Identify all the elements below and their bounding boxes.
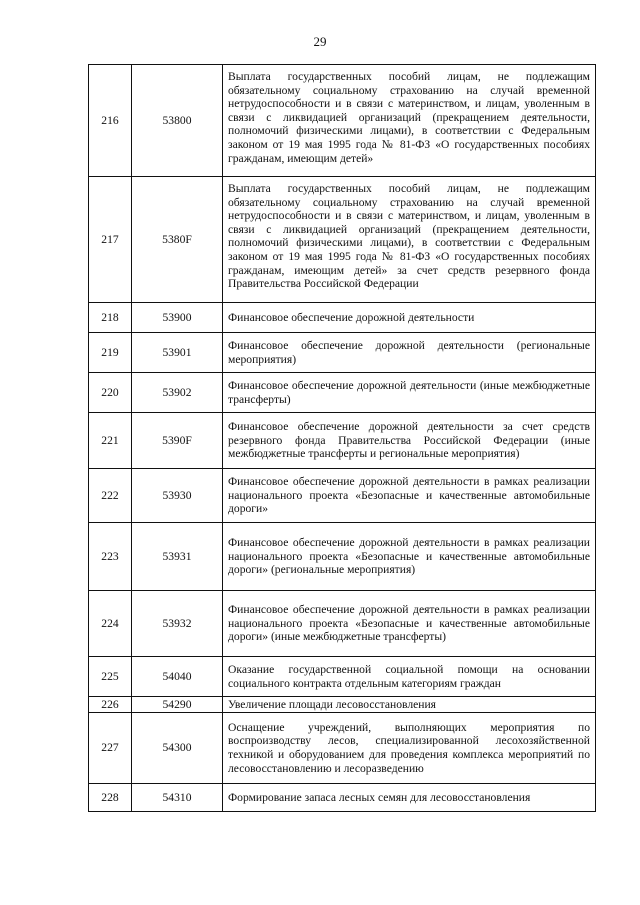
row-code-cell: 54040 <box>132 657 223 697</box>
row-description-cell: Финансовое обеспечение дорожной деятельности в рамках реализации национального проекта «Безопасные и качественные автомобильные дороги» (региональные мероприятия) <box>223 523 596 591</box>
row-description-cell: Финансовое обеспечение дорожной деятельности (иные межбюджетные трансферты) <box>223 373 596 413</box>
row-number-cell: 218 <box>89 303 132 333</box>
row-number-cell: 228 <box>89 784 132 812</box>
row-code-cell: 53931 <box>132 523 223 591</box>
row-code-cell: 54290 <box>132 697 223 713</box>
row-description-cell: Финансовое обеспечение дорожной деятельности (региональные мероприятия) <box>223 333 596 373</box>
row-number-cell: 217 <box>89 177 132 303</box>
table-row <box>89 697 596 713</box>
table-row <box>89 469 596 523</box>
codes-table-body <box>89 65 596 812</box>
page-number: 29 <box>313 34 327 49</box>
row-number-cell: 224 <box>89 591 132 657</box>
row-number-cell: 223 <box>89 523 132 591</box>
row-code-cell: 54310 <box>132 784 223 812</box>
row-number-cell: 221 <box>89 413 132 469</box>
row-number-cell: 225 <box>89 657 132 697</box>
row-code-cell: 54300 <box>132 713 223 784</box>
row-description-cell: Выплата государственных пособий лицам, не подлежащим обязательному социальному страхованию на случай временной нетрудоспособности и в связи с материнством, и лицам, уволенным в связи с ликвидацией организаций (прекращением деятельности, полномочий физическими лицами), в соответствии с Федеральным законом от 19 мая 1995 года № 81-ФЗ «О государственных пособиях гражданам, имеющим детей» <box>223 65 596 177</box>
table-row <box>89 373 596 413</box>
row-description-cell: Увеличение площади лесовосстановления <box>223 697 596 713</box>
table-row <box>89 713 596 784</box>
row-number-cell: 220 <box>89 373 132 413</box>
row-description-cell: Оснащение учреждений, выполняющих мероприятия по воспроизводству лесов, специализированной лесохозяйственной техникой и оборудованием для проведения комплекса мероприятий по лесовосстановлению и лесоразведению <box>223 713 596 784</box>
table-row <box>89 523 596 591</box>
row-code-cell: 53930 <box>132 469 223 523</box>
row-number-cell: 219 <box>89 333 132 373</box>
row-description-cell: Финансовое обеспечение дорожной деятельности в рамках реализации национального проекта «Безопасные и качественные автомобильные дороги» <box>223 469 596 523</box>
table-row <box>89 333 596 373</box>
row-number-cell: 222 <box>89 469 132 523</box>
table-row <box>89 177 596 303</box>
table-row <box>89 65 596 177</box>
table-row <box>89 303 596 333</box>
row-description-cell: Оказание государственной социальной помощи на основании социального контракта отдельным категориям граждан <box>223 657 596 697</box>
row-code-cell: 5380F <box>132 177 223 303</box>
row-number-cell: 216 <box>89 65 132 177</box>
row-code-cell: 5390F <box>132 413 223 469</box>
row-number-cell: 227 <box>89 713 132 784</box>
table-row <box>89 591 596 657</box>
row-code-cell: 53900 <box>132 303 223 333</box>
row-description-cell: Выплата государственных пособий лицам, не подлежащим обязательному социальному страхованию на случай временной нетрудоспособности и в связи с материнством, и лицам, уволенным в связи с ликвидацией организаций (прекращением деятельности, полномочий физическими лицами), в соответствии с Федеральным законом от 19 мая 1995 года № 81-ФЗ «О государственных пособиях гражданам, имеющим детей» за счет средств резервного фонда Правительства Российской Федерации <box>223 177 596 303</box>
row-code-cell: 53902 <box>132 373 223 413</box>
row-code-cell: 53800 <box>132 65 223 177</box>
table-row <box>89 657 596 697</box>
row-number-cell: 226 <box>89 697 132 713</box>
row-description-cell: Финансовое обеспечение дорожной деятельности в рамках реализации национального проекта «Безопасные и качественные автомобильные дороги» (иные межбюджетные трансферты) <box>223 591 596 657</box>
codes-table <box>88 64 596 812</box>
row-code-cell: 53932 <box>132 591 223 657</box>
row-description-cell: Финансовое обеспечение дорожной деятельности за счет средств резервного фонда Правительства Российской Федерации (иные межбюджетные трансферты и региональные мероприятия) <box>223 413 596 469</box>
row-code-cell: 53901 <box>132 333 223 373</box>
row-description-cell: Финансовое обеспечение дорожной деятельности <box>223 303 596 333</box>
row-description-cell: Формирование запаса лесных семян для лесовосстановления <box>223 784 596 812</box>
table-row <box>89 413 596 469</box>
table-row <box>89 784 596 812</box>
